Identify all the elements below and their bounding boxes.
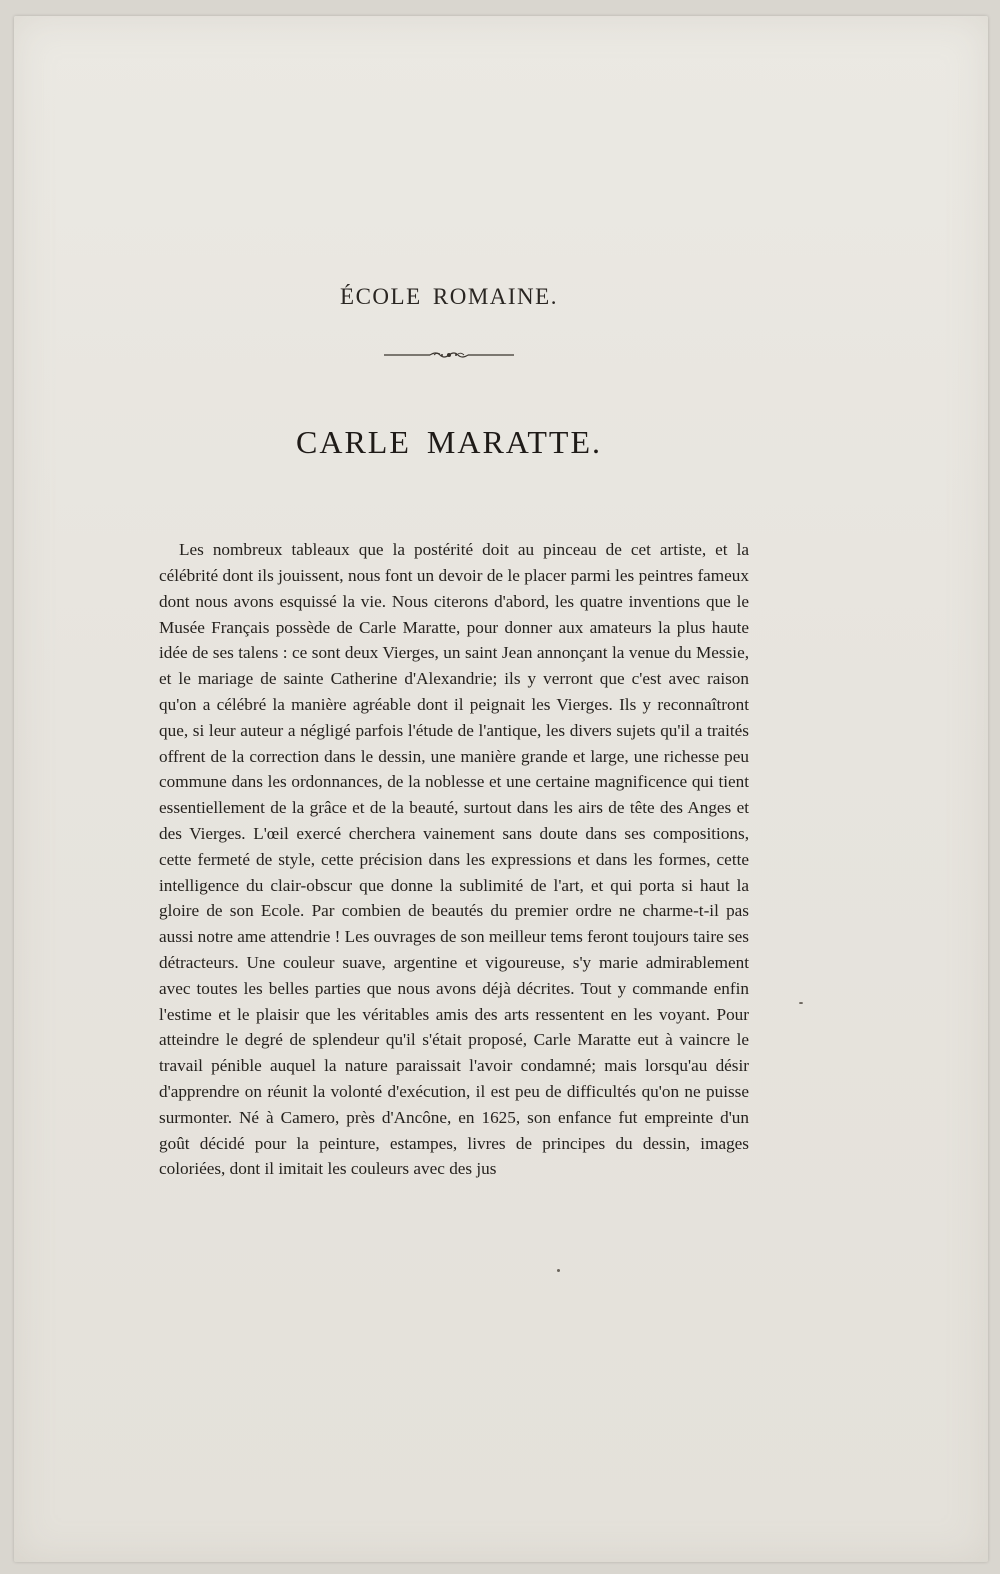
paper-sheet: [14, 16, 988, 1562]
school-heading: ÉCOLE ROMAINE.: [340, 284, 558, 309]
ornamental-rule: [384, 348, 514, 362]
body-paragraph: Les nombreux tableaux que la postérité doit au pinceau de cet artiste, et la célébrité dont ils jouissent, nous font un devoir de le placer parmi les peintres fameux dont nous avons esquissé la vie. Nous citerons d'abord, les quatre inventions que le Musée Français possède de Carle Maratte, pour donner aux amateurs la plus haute idée de ses talens : ce sont deux Vierges, un saint Jean annonçant la venue du Messie, et le mariage de sainte Catherine d'Alexandrie; ils y verront que c'est avec raison qu'on a célébré la manière agréable dont il peignait les Vierges. Ils y reconnaîtront que, si leur auteur a négligé parfois l'étude de l'antique, les divers sujets qu'il a traités offrent de la correction dans le dessin, une manière grande et large, une richesse peu commune dans les ordonnances, de la noblesse et une certaine magnificence qui tient essentiellement de la grâce et de la beauté, surtout dans les airs de tête des Anges et des Vierges. L'œil exercé cherchera vainement sans doute dans ses compositions, cette fermeté de style, cette précision dans les expressions et dans les formes, cette intelligence du clair-obscur que donne la sublimité de l'art, et qui porta si haut la gloire de son Ecole. Par combien de beautés du premier ordre ne charme-t-il pas aussi notre ame attendrie ! Les ouvrages de son meilleur tems feront toujours taire ses détracteurs. Une couleur suave, argentine et vigoureuse, s'y marie admirablement avec toutes les belles parties que nous avons déjà décrites. Tout y commande enfin l'estime et le plaisir que les véritables amis des arts ressentent en les voyant. Pour atteindre le degré de splendeur qu'il s'était proposé, Carle Maratte eut à vaincre le travail pénible auquel la nature paraissait l'avoir condamné; mais lorsqu'au désir d'apprendre on réunit la volonté d'exécution, il est peu de difficultés qu'on ne puisse surmonter. Né à Camero, près d'Ancône, en 1625, son enfance fut empreinte d'un goût décidé pour la peinture, estampes, livres de principes du dessin, images coloriées, dont il imitait les couleurs avec des jus: [159, 540, 749, 1179]
paper-speck: [557, 1269, 560, 1272]
paper-speck: [799, 1002, 803, 1004]
artist-title: CARLE MARATTE.: [296, 424, 602, 460]
